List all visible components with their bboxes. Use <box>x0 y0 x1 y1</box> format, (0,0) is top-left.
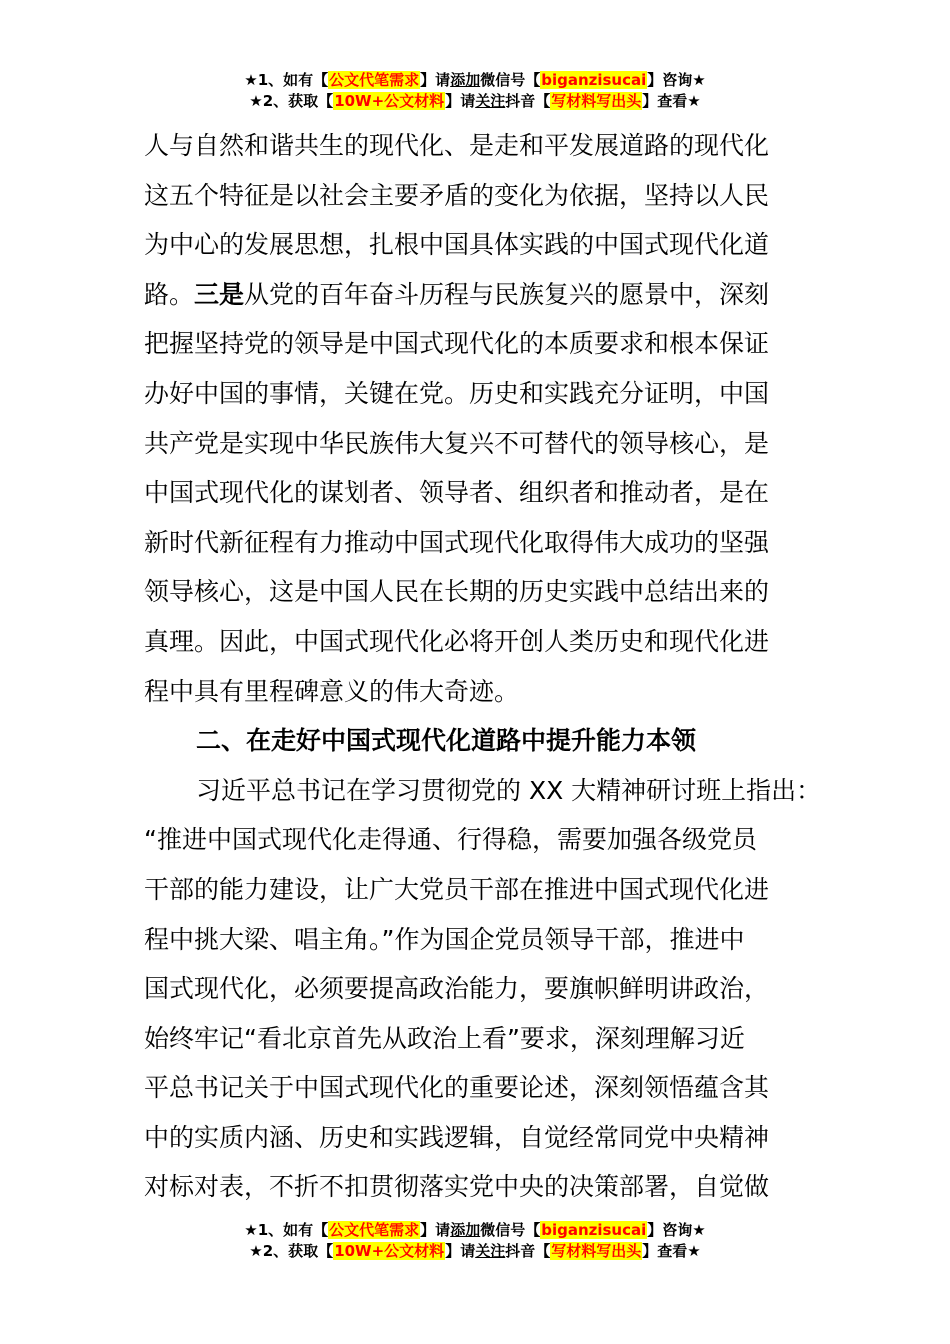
banner-text: 】查看★ <box>642 1242 701 1260</box>
banner-line-2 <box>0 91 950 112</box>
header-banner <box>0 70 950 112</box>
text-span: 从党的百年奋斗历程与民族复兴的愿景中，深刻 <box>244 279 770 309</box>
text-line: 办好中国的事情，关键在党。历史和实践充分证明，中国 <box>144 378 770 408</box>
banner-text: ★2、获取【 <box>249 92 334 110</box>
text-line: 新时代新征程有力推动中国式现代化取得伟大成功的坚强 <box>144 527 770 557</box>
text-line: 真理。因此，中国式现代化必将开创人类历史和现代化进 <box>144 626 770 656</box>
banner-text: ★1、如有【 <box>244 1221 329 1239</box>
banner-highlight: biganzisucai <box>541 1221 647 1239</box>
banner-underline: 关注 <box>475 92 506 110</box>
banner-text: 微信号【 <box>480 1221 541 1239</box>
text-line: “推进中国式现代化走得通、行得稳，需要加强各级党员 <box>144 825 757 855</box>
banner-highlight: biganzisucai <box>541 71 647 89</box>
banner-text: 】请 <box>445 1242 476 1260</box>
section-heading: 二、在走好中国式现代化道路中提升能力本领 <box>196 726 697 756</box>
text-line: 把握坚持党的领导是中国式现代化的本质要求和根本保证 <box>144 329 770 359</box>
banner-text: 】请 <box>420 71 451 89</box>
banner-highlight: 10W+公文材料 <box>334 92 445 110</box>
text-line: 程中具有里程碑意义的伟大奇迹。 <box>144 676 520 706</box>
banner-text: 抖音【 <box>505 1242 551 1260</box>
banner-text: ★1、如有【 <box>244 71 329 89</box>
text-line: 人与自然和谐共生的现代化、是走和平发展道路的现代化 <box>144 131 770 160</box>
bold-lead: 三是 <box>194 279 245 309</box>
banner-text: 】查看★ <box>642 92 701 110</box>
text-line: 这五个特征是以社会主要矛盾的变化为依据，坚持以人民 <box>144 180 770 210</box>
banner-text: 抖音【 <box>505 92 551 110</box>
text-line: 领导核心，这是中国人民在长期的历史实践中总结出来的 <box>144 577 770 607</box>
document-body <box>144 121 834 1212</box>
text-line: 始终牢记“看北京首先从政治上看”要求，深刻理解习近 <box>144 1023 745 1053</box>
text-line: 干部的能力建设，让广大党员干部在推进中国式现代化进 <box>144 874 770 904</box>
banner-highlight: 公文代笔需求 <box>329 1221 420 1239</box>
text-line: 中国式现代化的谋划者、领导者、组织者和推动者，是在 <box>144 478 770 508</box>
text-line: 国式现代化，必须要提高政治能力，要旗帜鲜明讲政治， <box>144 974 770 1004</box>
banner-highlight: 10W+公文材料 <box>334 1242 445 1260</box>
text-line: 共产党是实现中华民族伟大复兴不可替代的领导核心，是 <box>144 428 770 458</box>
banner-text: 】请 <box>420 1221 451 1239</box>
banner-underline: 添加 <box>450 1221 481 1239</box>
banner-line-2 <box>0 1241 950 1262</box>
banner-highlight: 公文代笔需求 <box>329 71 420 89</box>
banner-text: 微信号【 <box>480 71 541 89</box>
banner-line-1 <box>0 70 950 91</box>
text-line: 对标对表，不折不扣贯彻落实党中央的决策部署，自觉做 <box>144 1172 770 1202</box>
paragraph-first-line: 习近平总书记在学习贯彻党的 XX 大精神研讨班上指出： <box>196 775 822 805</box>
banner-text: 】咨询★ <box>647 1221 706 1239</box>
text-span: 路。 <box>144 279 195 309</box>
banner-highlight: 写材料写出头 <box>551 92 642 110</box>
banner-text: 】咨询★ <box>647 71 706 89</box>
banner-highlight: 写材料写出头 <box>551 1242 642 1260</box>
text-line: 中的实质内涵、历史和实践逻辑，自觉经常同党中央精神 <box>144 1122 770 1152</box>
banner-underline: 关注 <box>475 1242 506 1260</box>
banner-text: ★2、获取【 <box>249 1242 334 1260</box>
banner-text: 】请 <box>445 92 476 110</box>
banner-underline: 添加 <box>450 71 481 89</box>
text-line: 程中挑大梁、唱主角。”作为国企党员领导干部，推进中 <box>144 924 745 954</box>
text-line: 为中心的发展思想，扎根中国具体实践的中国式现代化道 <box>144 230 770 260</box>
text-line: 平总书记关于中国式现代化的重要论述，深刻领悟蕴含其 <box>144 1073 770 1103</box>
text-line <box>144 270 834 320</box>
footer-banner <box>0 1220 950 1262</box>
banner-line-1 <box>0 1220 950 1241</box>
